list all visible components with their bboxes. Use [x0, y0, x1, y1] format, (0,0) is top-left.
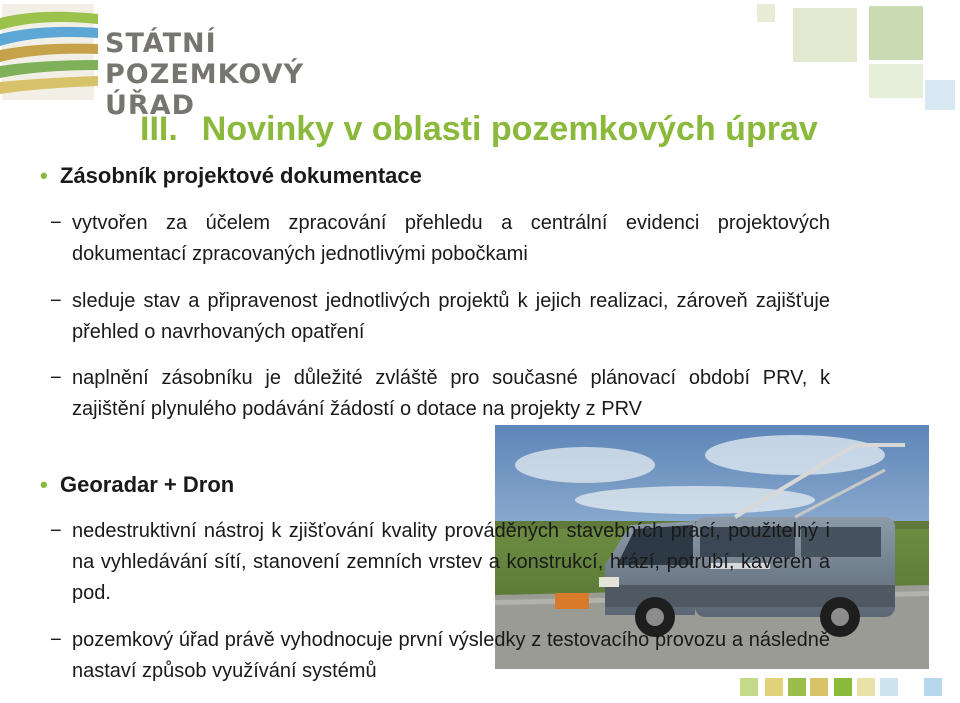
title-number: III.: [140, 110, 178, 148]
bullet-icon: •: [40, 472, 48, 497]
logo-line-2: POZEMKOVÝ ÚŘAD: [105, 59, 305, 121]
slide-title: [140, 110, 840, 149]
title-text: Novinky v oblasti pozemkových úprav: [201, 110, 818, 148]
list-item: [50, 625, 830, 687]
section-heading-1: [40, 163, 422, 189]
section-heading-text: Georadar + Dron: [60, 472, 235, 497]
logo-line-1: STÁTNÍ: [105, 28, 217, 59]
list-item: [50, 516, 830, 609]
list-item-text: naplnění zásobníku je důležité zvláště pro současné plánovací období PRV, k zajištění plynulého podávání žádostí o dotace na projekty z PRV: [72, 367, 830, 420]
dash-icon: −: [50, 290, 62, 312]
list-item-text: pozemkový úřad právě vyhodnocuje první výsledky z testovacího provozu a následně nastaví způsob využívání systémů: [72, 629, 830, 682]
bullet-icon: •: [40, 163, 48, 188]
list-item: [50, 363, 830, 425]
section-heading-2: [40, 472, 234, 498]
list-item: [50, 286, 830, 348]
dash-icon: −: [50, 367, 62, 389]
list-item-text: vytvořen za účelem zpracování přehledu a centrální evidenci projektových dokumentací zpracovaných jednotlivými pobočkami: [72, 212, 830, 265]
section-heading-text: Zásobník projektové dokumentace: [60, 163, 422, 188]
list-item: [50, 208, 830, 270]
list-item-text: nedestruktivní nástroj k zjišťování kvality prováděných stavebních prací, použitelný i na vyhledávání sítí, stanovení zemních vrstev a konstrukcí, hrází, potrubí, kaveren a pod.: [72, 520, 830, 604]
list-item-text: sleduje stav a připravenost jednotlivých projektů k jejich realizaci, zároveň zajišťuje přehled o navrhovaných opatření: [72, 290, 830, 343]
dash-icon: −: [50, 629, 62, 651]
dash-icon: −: [50, 212, 62, 234]
dash-icon: −: [50, 520, 62, 542]
